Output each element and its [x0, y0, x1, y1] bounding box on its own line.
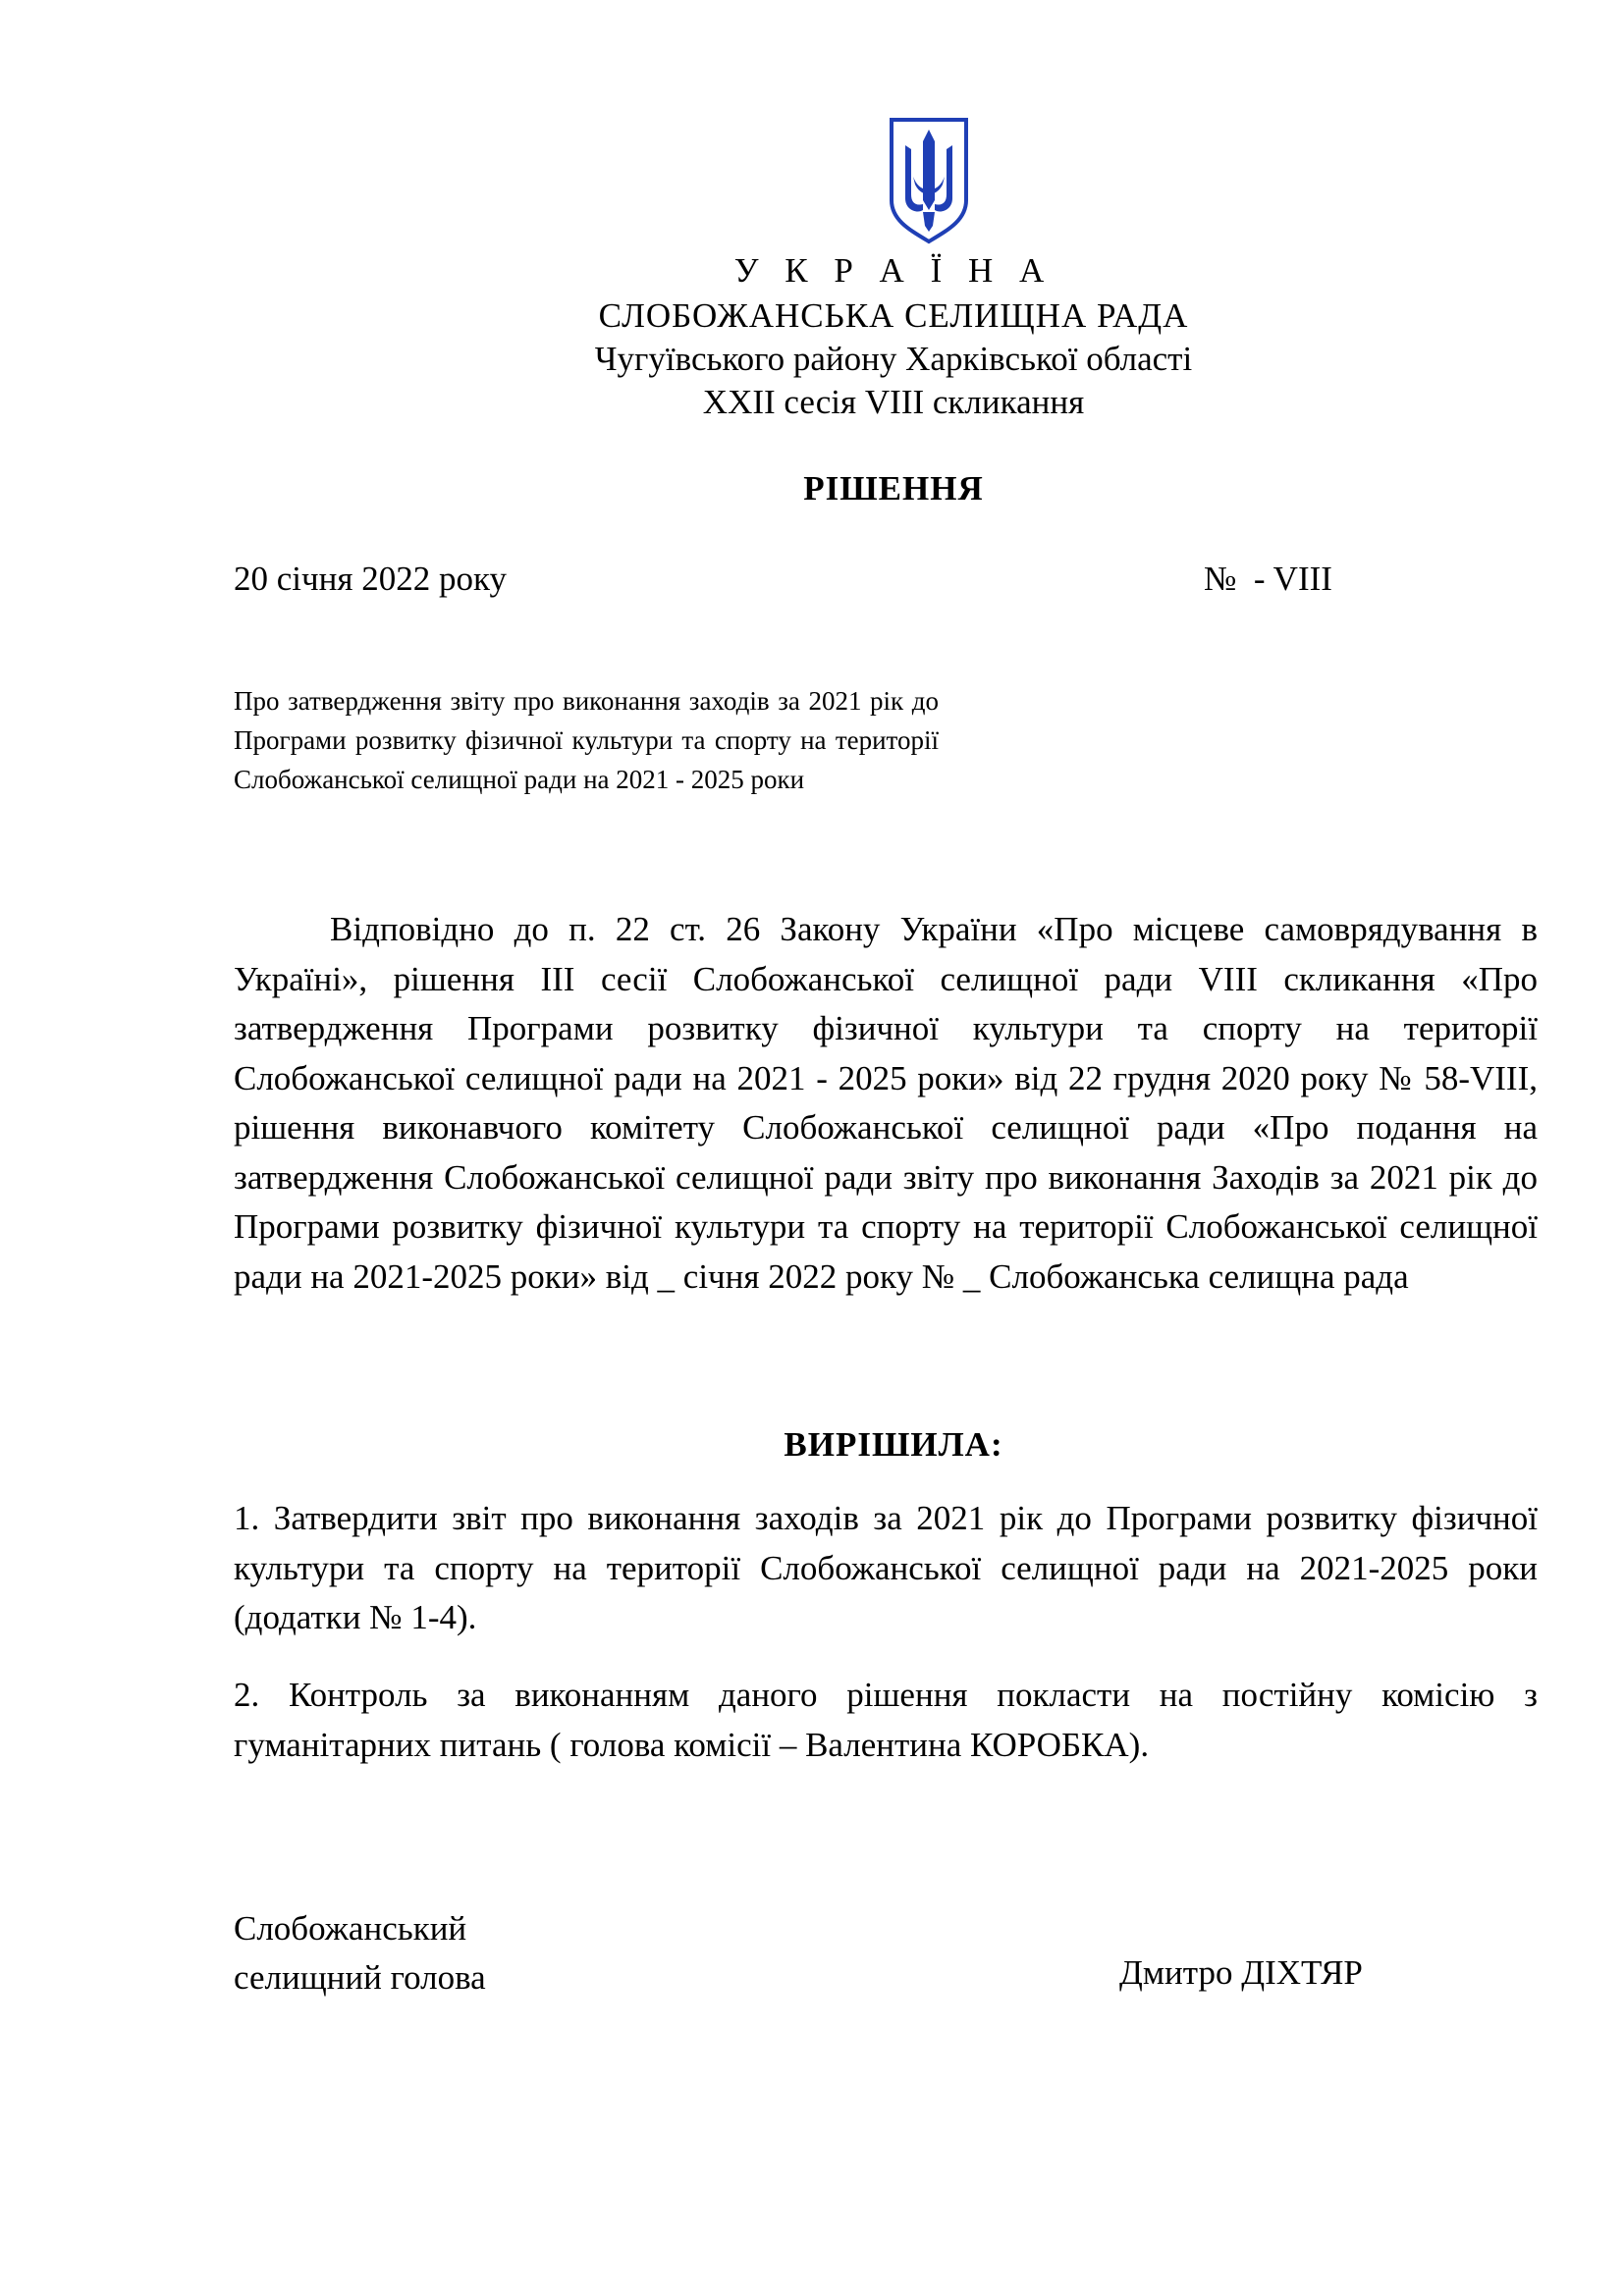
decided-heading: ВИРІШИЛА:	[784, 1425, 1003, 1464]
signature-position-line1: Слобожанський	[234, 1909, 467, 1948]
preamble-paragraph: Відповідно до п. 22 ст. 26 Закону України «Про місцеве самоврядування в Україні», рішення ІІІ сесії Слобожанської селищної ради VIII скликання «Про затвердження Програми розвитку фізичної культури та спорту на території Слобожанської селищної ради на 2021 - 2025 роки» від 22 грудня 2020 року № 58-VIII, рішення виконавчого комітету Слобожанської селищної ради «Про подання на затвердження Слобожанської селищної ради звіту про виконання Заходів за 2021 рік до Програми розвитку фізичної культури та спорту на території Слобожанської селищної ради на 2021-2025 роки» від _ січня 2022 року № _ Слобожанська селищна рада	[234, 910, 1538, 1296]
signature-name: Дмитро ДІХТЯР	[1119, 1953, 1363, 1992]
decision-date: 20 січня 2022 року	[234, 560, 507, 598]
decision-item-1: 1. Затвердити звіт про виконання заходів за 2021 рік до Програми розвитку фізичної культури та спорту на території Слобожанської селищної ради на 2021-2025 роки (додатки № 1-4).	[234, 1499, 1538, 1636]
decision-subject: Про затвердження звіту про виконання заходів за 2021 рік до Програми розвитку фізичної культури та спорту на території Слобожанської селищної ради на 2021 - 2025 роки	[234, 686, 939, 794]
document-title: РІШЕННЯ	[803, 469, 984, 507]
header-district: Чугуївського району Харківської області	[594, 340, 1193, 378]
decision-item-2: 2. Контроль за виконанням даного рішення покласти на постійну комісію з гуманітарних питань ( голова комісії – Валентина КОРОБКА).	[234, 1676, 1538, 1764]
header-council: СЛОБОЖАНСЬКА СЕЛИЩНА РАДА	[598, 296, 1189, 335]
signature-position-line2: селищний голова	[234, 1958, 486, 1997]
signature-position	[234, 1904, 486, 2002]
decision-number: № - VIII	[1204, 560, 1332, 598]
header-country: У К Р А Ї Н А	[733, 251, 1054, 290]
header-session: XXII сесія VIII скликання	[702, 383, 1085, 421]
coat-of-arms-icon	[884, 116, 974, 245]
